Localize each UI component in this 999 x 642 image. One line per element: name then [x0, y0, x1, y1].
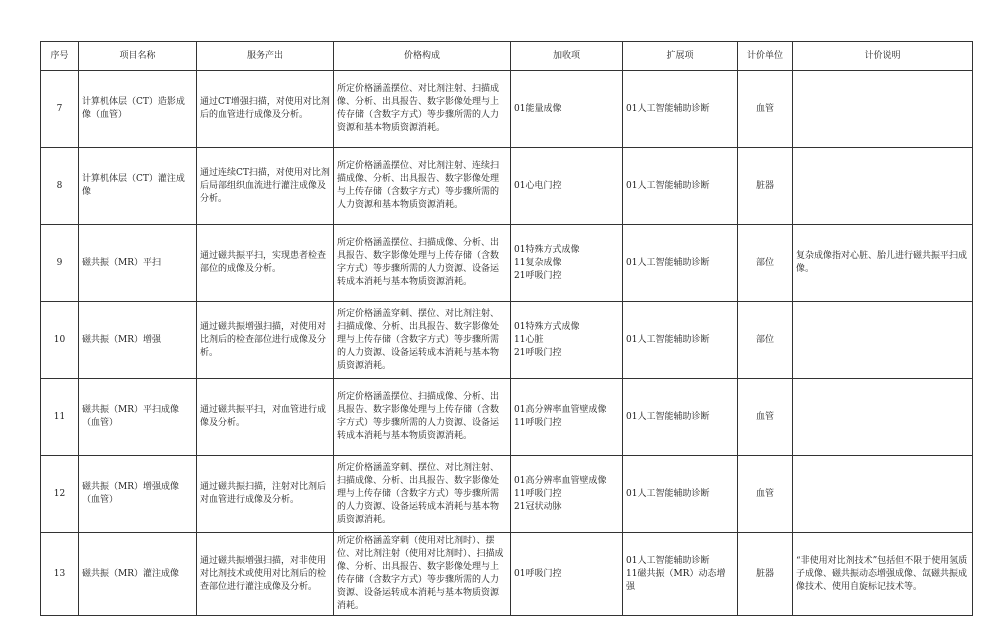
cell-project-name: 磁共振（MR）增强 — [79, 302, 197, 379]
cell-service-output: 通过磁共振平扫，实现患者检查部位的成像及分析。 — [197, 225, 334, 302]
cell-seq: 13 — [41, 533, 79, 616]
cell-surcharge — [511, 456, 623, 533]
cell-price-composition: 所定价格涵盖摆位、对比剂注射、扫描成像、分析、出具报告、数字影像处理与上传存储（含数字方式）等步骤所需的人力资源和基本物质资源消耗。 — [334, 71, 511, 148]
cell-surcharge-line: 01高分辨率血管壁成像 — [514, 405, 607, 415]
header-output: 服务产出 — [197, 42, 334, 71]
cell-project-name: 磁共振（MR）增强成像（血管） — [79, 456, 197, 533]
cell-note — [793, 148, 973, 225]
cell-surcharge-line: 21冠状动脉 — [514, 501, 562, 512]
table-row — [41, 533, 973, 616]
header-extension: 扩展项 — [623, 42, 738, 71]
header-price: 价格构成 — [334, 42, 511, 71]
cell-surcharge — [511, 302, 623, 379]
cell-note — [793, 71, 973, 148]
cell-unit: 部位 — [738, 302, 793, 379]
table-row — [41, 148, 973, 225]
cell-extension-line: 01人工智能辅助诊断 — [626, 334, 710, 345]
cell-extension — [623, 379, 738, 456]
cell-price-composition: 所定价格涵盖穿刺、摆位、对比剂注射、扫描成像、分析、出具报告、数字影像处理与上传存储（含数字方式）等步骤所需的人力资源、设备运转成本消耗与基本物质资源消耗。 — [334, 302, 511, 379]
table-header-row — [41, 42, 973, 71]
cell-service-output: 通过连续CT扫描，对使用对比剂后局部组织血流进行灌注成像及分析。 — [197, 148, 334, 225]
cell-surcharge-line: 01能量成像 — [514, 103, 562, 114]
cell-extension-line: 01人工智能辅助诊断 — [626, 488, 710, 499]
cell-surcharge-line: 01呼吸门控 — [514, 568, 562, 579]
cell-unit: 血管 — [738, 379, 793, 456]
cell-project-name: 计算机体层（CT）灌注成像 — [79, 148, 197, 225]
cell-extension-line: 01人工智能辅助诊断 — [626, 555, 710, 566]
cell-price-composition: 所定价格涵盖摆位、扫描成像、分析、出具报告、数字影像处理与上传存储（含数字方式）等步骤所需的人力资源、设备运转成本消耗与基本物质资源消耗。 — [334, 379, 511, 456]
cell-extension-line: 01人工智能辅助诊断 — [626, 103, 710, 114]
header-name: 项目名称 — [79, 42, 197, 71]
cell-unit: 脏器 — [738, 533, 793, 616]
cell-unit: 部位 — [738, 225, 793, 302]
table-row — [41, 302, 973, 379]
cell-service-output: 通过磁共振增强扫描，对非使用对比剂技术或使用对比剂后的检查部位进行灌注成像及分析。 — [197, 533, 334, 616]
table-row — [41, 225, 973, 302]
cell-note — [793, 302, 973, 379]
cell-surcharge-line: 11呼吸门控 — [514, 418, 562, 428]
header-note: 计价说明 — [793, 42, 973, 71]
cell-extension-line: 01人工智能辅助诊断 — [626, 180, 710, 191]
header-seq: 序号 — [41, 42, 79, 71]
cell-extension — [623, 302, 738, 379]
cell-price-composition: 所定价格涵盖穿刺、摆位、对比剂注射、扫描成像、分析、出具报告、数字影像处理与上传存储（含数字方式）等步骤所需的人力资源、设备运转成本消耗与基本物质资源消耗。 — [334, 456, 511, 533]
cell-service-output: 通过磁共振平扫，对血管进行成像及分析。 — [197, 379, 334, 456]
cell-project-name: 计算机体层（CT）造影成像（血管） — [79, 71, 197, 148]
cell-surcharge-line: 01特殊方式成像 — [514, 244, 580, 255]
cell-price-composition: 所定价格涵盖摆位、对比剂注射、连续扫描成像、分析、出具报告、数字影像处理与上传存储（含数字方式）等步骤所需的人力资源和基本物质资源消耗。 — [334, 148, 511, 225]
cell-extension — [623, 225, 738, 302]
cell-extension — [623, 148, 738, 225]
cell-surcharge-line: 01特殊方式成像 — [514, 321, 580, 332]
cell-unit: 血管 — [738, 456, 793, 533]
cell-seq: 10 — [41, 302, 79, 379]
header-unit: 计价单位 — [738, 42, 793, 71]
header-surcharge: 加收项 — [511, 42, 623, 71]
cell-note: “非使用对比剂技术”包括但不限于使用氢质子成像、磁共振动态增强成像、氙磁共振成像技术、使用自旋标记技术等。 — [793, 533, 973, 616]
cell-unit: 血管 — [738, 71, 793, 148]
cell-surcharge-line: 11心脏 — [514, 334, 544, 345]
cell-extension-line: 01人工智能辅助诊断 — [626, 257, 710, 268]
cell-surcharge-line: 01心电门控 — [514, 180, 562, 191]
cell-project-name: 磁共振（MR）灌注成像 — [79, 533, 197, 616]
cell-extension — [623, 71, 738, 148]
cell-surcharge-line: 21呼吸门控 — [514, 270, 562, 281]
cell-project-name: 磁共振（MR）平扫成像（血管） — [79, 379, 197, 456]
table-row — [41, 456, 973, 533]
cell-unit: 脏器 — [738, 148, 793, 225]
pricing-table — [40, 41, 973, 616]
cell-seq: 7 — [41, 71, 79, 148]
cell-note — [793, 456, 973, 533]
cell-extension-line: 11磁共振（MR）动态增强 — [626, 568, 726, 592]
cell-surcharge — [511, 225, 623, 302]
cell-extension-line: 01人工智能辅助诊断 — [626, 411, 710, 422]
cell-surcharge — [511, 148, 623, 225]
cell-seq: 9 — [41, 225, 79, 302]
cell-seq: 12 — [41, 456, 79, 533]
cell-surcharge — [511, 379, 623, 456]
table-row — [41, 71, 973, 148]
cell-seq: 11 — [41, 379, 79, 456]
cell-surcharge-line: 11呼吸门控 — [514, 488, 562, 499]
cell-note: 复杂成像指对心脏、胎儿进行磁共振平扫成像。 — [793, 225, 973, 302]
cell-price-composition: 所定价格涵盖摆位、扫描成像、分析、出具报告、数字影像处理与上传存储（含数字方式）等步骤所需的人力资源、设备运转成本消耗与基本物质资源消耗。 — [334, 225, 511, 302]
cell-surcharge-line: 01高分辨率血管壁成像 — [514, 475, 607, 486]
cell-seq: 8 — [41, 148, 79, 225]
cell-price-composition: 所定价格涵盖穿刺（使用对比剂时）、摆位、对比剂注射（使用对比剂时）、扫描成像、分析、出具报告、数字影像处理与上传存储（含数字方式）等步骤所需的人力资源、设备运转成本消耗与基本物质资源消耗。 — [334, 533, 511, 616]
cell-surcharge-line: 11复杂成像 — [514, 257, 562, 268]
cell-surcharge — [511, 71, 623, 148]
cell-surcharge — [511, 533, 623, 616]
cell-service-output: 通过磁共振增强扫描，对使用对比剂后的检查部位进行成像及分析。 — [197, 302, 334, 379]
cell-project-name: 磁共振（MR）平扫 — [79, 225, 197, 302]
cell-surcharge-line: 21呼吸门控 — [514, 347, 562, 358]
cell-service-output: 通过磁共振扫描，注射对比剂后对血管进行成像及分析。 — [197, 456, 334, 533]
cell-extension — [623, 456, 738, 533]
table-row — [41, 379, 973, 456]
cell-extension — [623, 533, 738, 616]
cell-note — [793, 379, 973, 456]
cell-service-output: 通过CT增强扫描，对使用对比剂后的血管进行成像及分析。 — [197, 71, 334, 148]
